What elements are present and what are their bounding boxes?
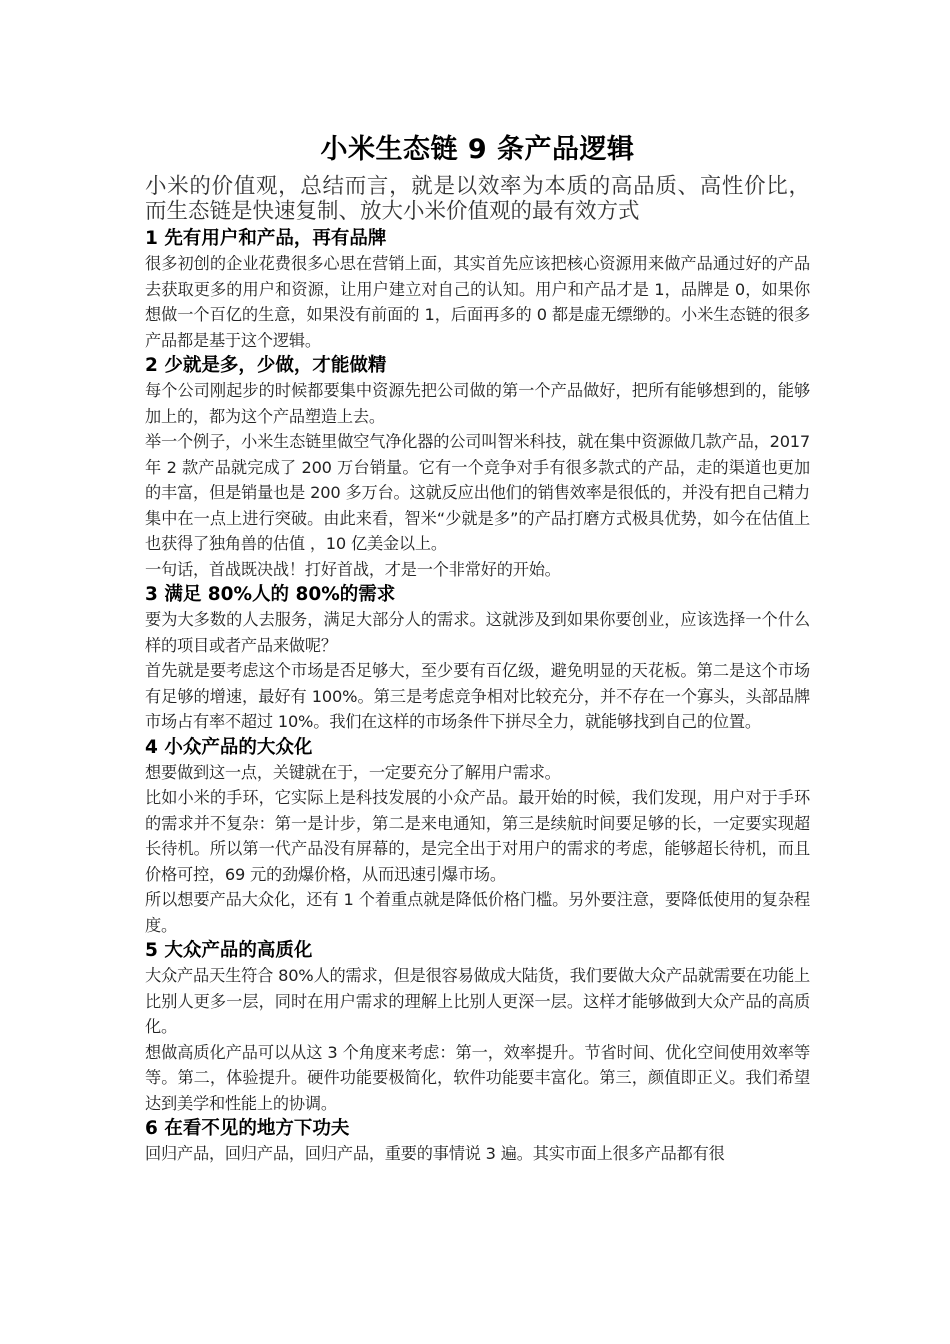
section-3 — [145, 582, 810, 735]
paragraph: 想要做到这一点，关键就在于，一定要充分了解用户需求。 — [145, 762, 561, 782]
section-4 — [145, 735, 810, 939]
document-title: 小米生态链 9 条产品逻辑 — [320, 134, 635, 165]
paragraph: 所以想要产品大众化，还有 1 个着重点就是降低价格门槛。另外要注意，要降低使用的复杂程度。 — [145, 890, 810, 935]
paragraph: 一句话，首战既决战！打好首战，才是一个非常好的开始。 — [145, 559, 561, 579]
section-heading: 6 在看不见的地方下功夫 — [145, 1118, 350, 1139]
paragraph: 大众产品天生符合 80%人的需求，但是很容易做成大陆货，我们要做大众产品就需要在功能上比别人更多一层，同时在用户需求的理解上比别人更深一层。这样才能够做到大众产品的高质化。 — [145, 966, 810, 1036]
section-heading: 1 先有用户和产品，再有品牌 — [145, 228, 387, 249]
paragraph: 要为大多数的人去服务，满足大部分人的需求。这就涉及到如果你要创业，应该选择一个什么样的项目或者产品来做呢？ — [145, 610, 810, 655]
section-heading: 5 大众产品的高质化 — [145, 940, 313, 961]
paragraph: 想做高质化产品可以从这 3 个角度来考虑：第一，效率提升。节省时间、优化空间使用效率等等。第二，体验提升。硬件功能要极简化，软件功能要丰富化。第三，颜值即正义。我们希望达到美学和性能上的协调。 — [145, 1042, 810, 1113]
section-heading: 3 满足 80%人的 80%的需求 — [145, 584, 396, 605]
section-2 — [145, 353, 810, 582]
paragraph: 每个公司刚起步的时候都要集中资源先把公司做的第一个产品做好，把所有能够想到的，能够加上的，都为这个产品塑造上去。 — [145, 381, 810, 426]
paragraph: 比如小米的手环，它实际上是科技发展的小众产品。最开始的时候，我们发现，用户对于手环的需求并不复杂：第一是计步，第二是来电通知，第三是续航时间要足够的长，一定要实现超长待机。所以第一代产品没有屏幕的，是完全出于对用户的需求的考虑，能够超长待机，而且价格可控，69 元的劲爆价格，从而迅速引爆市场。 — [145, 788, 810, 884]
section-heading: 2 少就是多，少做，才能做精 — [145, 355, 387, 376]
section-5 — [145, 938, 810, 1116]
section-heading: 4 小众产品的大众化 — [145, 736, 313, 758]
paragraph: 回归产品，回归产品，回归产品，重要的事情说 3 遍。其实市面上很多产品都有很 — [145, 1144, 725, 1163]
document-page — [145, 128, 810, 1167]
paragraph: 首先就是要考虑这个市场是否足够大，至少要有百亿级，避免明显的天花板。第二是这个市场有足够的增速，最好有 100%。第三是考虑竞争相对比较充分，并不存在一个寡头，头部品牌市场占有率不超过 10%。我们在这样的市场条件下拼尽全力，就能够找到自己的位置。 — [145, 661, 810, 731]
paragraph: 举一个例子，小米生态链里做空气净化器的公司叫智米科技，就在集中资源做几款产品，2017 年 2 款产品就完成了 200 万台销量。它有一个竞争对手有很多款式的产品，走的渠道也更加的丰富，但是销量也是 200 多万台。这就反应出他们的销售效率是很低的，并没有把自己精力集中在一点上进行突破。由此来看，智米“少就是多”的产品打磨方式极具优势，如今在估值上也获得了独角兽的估值 ，10 亿美金以上。 — [145, 432, 810, 553]
document-subtitle: 小米的价值观，总结而言，就是以效率为本质的高品质、高性价比，而生态链是快速复制、放大小米价值观的最有效方式 — [145, 174, 810, 224]
section-6 — [145, 1116, 810, 1167]
paragraph: 很多初创的企业花费很多心思在营销上面，其实首先应该把核心资源用来做产品通过好的产品去获取更多的用户和资源，让用户建立对自己的认知。用户和产品才是 1，品牌是 0，如果你想做一个百亿的生意，如果没有前面的 1，后面再多的 0 都是虚无缥缈的。小米生态链的很多产品都是基于这个逻辑。 — [145, 254, 810, 350]
section-1 — [145, 226, 810, 353]
